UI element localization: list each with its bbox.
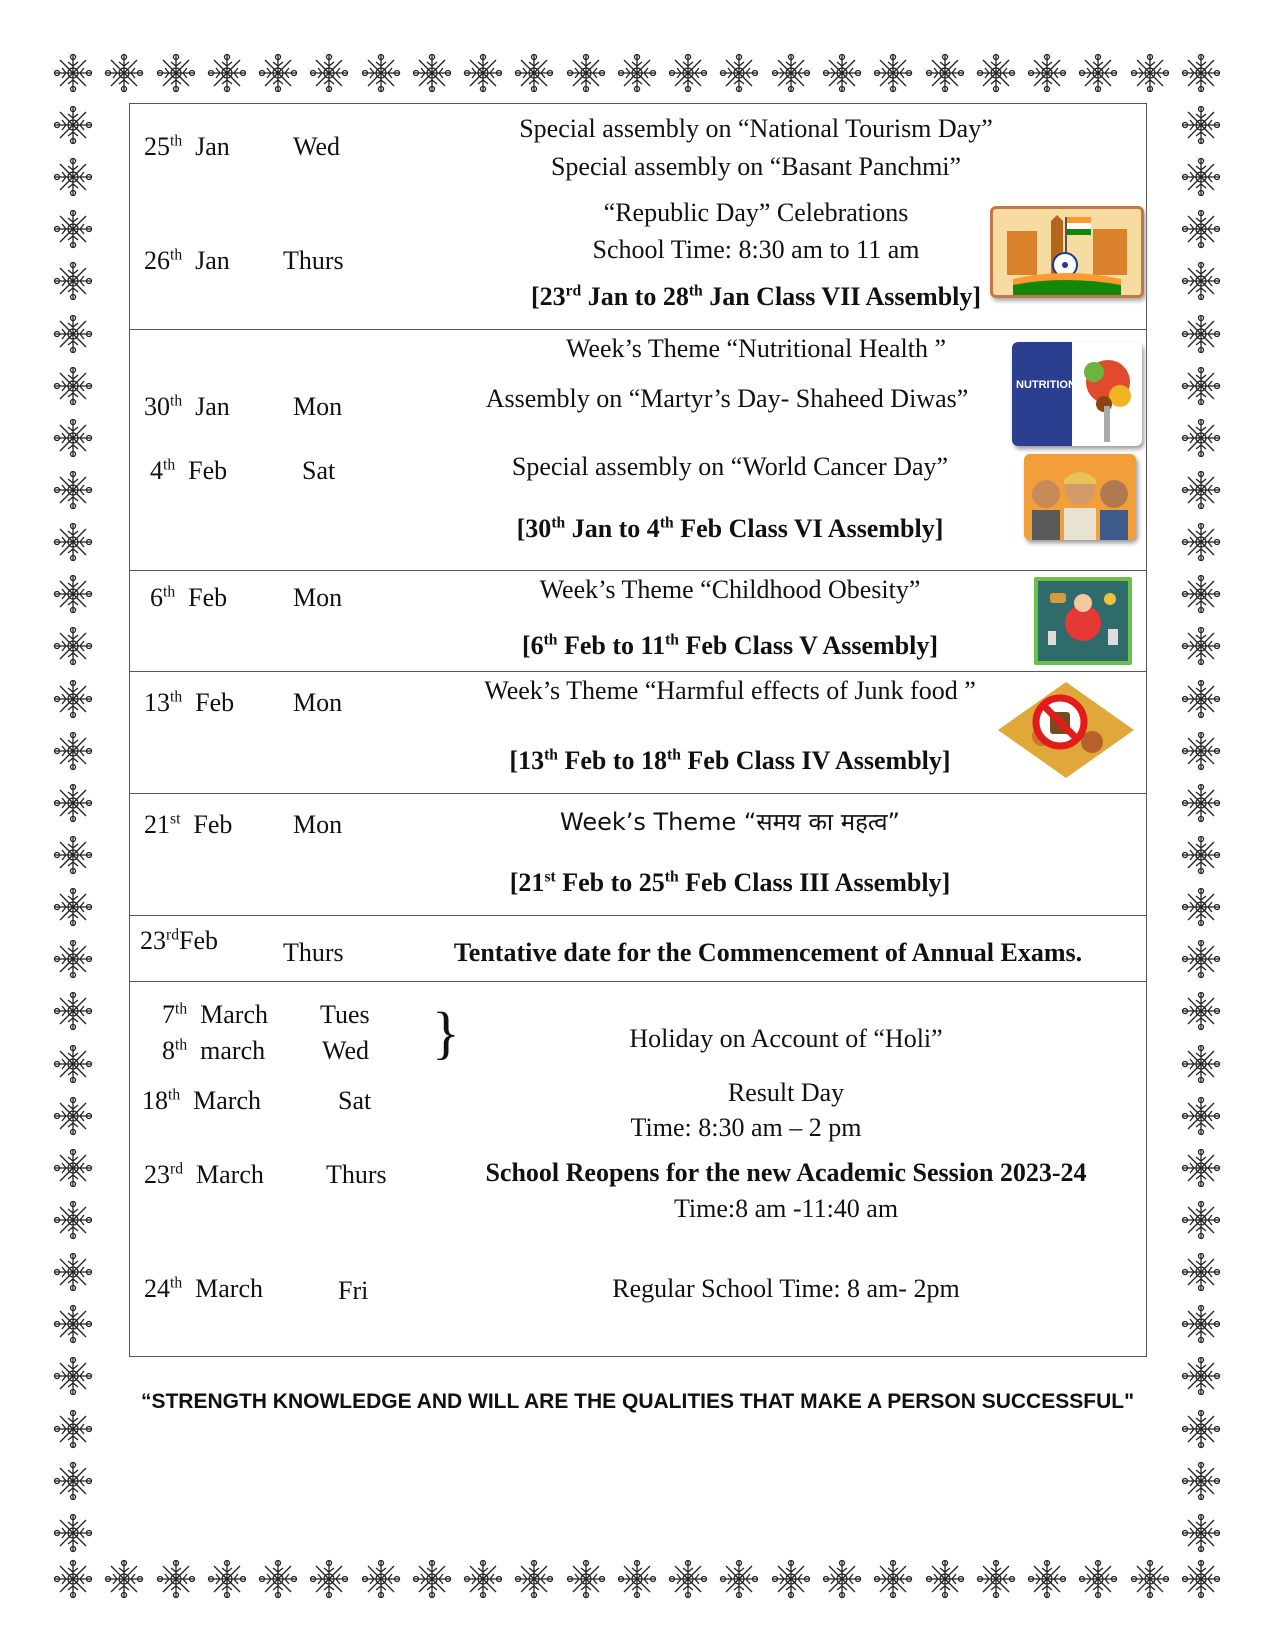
snowflake-ornament-icon <box>52 1558 94 1600</box>
snowflake-ornament-icon <box>565 1558 607 1600</box>
snowflake-ornament-icon <box>52 417 94 459</box>
snowflake-ornament-icon <box>52 625 94 667</box>
snowflake-ornament-icon <box>52 678 94 720</box>
date-march-8: 8th march <box>162 1036 266 1065</box>
snowflake-ornament-icon <box>1129 1558 1171 1600</box>
event-regular-school-time: Regular School Time: 8 am- 2pm <box>612 1274 960 1303</box>
event-school-time: School Time: 8:30 am to 11 am <box>592 235 920 264</box>
snowflake-ornament-icon <box>52 521 94 563</box>
date-feb-13: 13th Feb <box>144 688 235 717</box>
snowflake-ornament-icon <box>52 834 94 876</box>
calendar-table <box>129 103 1147 1357</box>
snowflake-ornament-icon <box>360 1558 402 1600</box>
snowflake-ornament-icon <box>52 469 94 511</box>
snowflake-ornament-icon <box>1180 104 1222 146</box>
snowflake-ornament-icon <box>411 52 453 94</box>
nutrition-image <box>1012 342 1142 446</box>
table-row-feb-21 <box>130 794 1146 916</box>
snowflake-ornament-icon <box>1077 1558 1119 1600</box>
snowflake-ornament-icon <box>821 1558 863 1600</box>
snowflake-ornament-icon <box>52 886 94 928</box>
day-mon: Mon <box>293 392 343 421</box>
snowflake-ornament-icon <box>975 52 1017 94</box>
event-school-reopens: School Reopens for the new Academic Session 2023-24 <box>485 1158 1087 1187</box>
snowflake-ornament-icon <box>924 1558 966 1600</box>
snowflake-ornament-icon <box>52 208 94 250</box>
snowflake-ornament-icon <box>52 313 94 355</box>
date-feb-4: 4th Feb <box>150 456 228 485</box>
snowflake-ornament-icon <box>1180 730 1222 772</box>
snowflake-ornament-icon <box>52 104 94 146</box>
table-row-jan-30-feb-4 <box>130 330 1146 571</box>
martyrs-image <box>1024 454 1136 540</box>
event-world-cancer-day: Special assembly on “World Cancer Day” <box>511 452 949 481</box>
republic-day-illustration <box>993 209 1141 295</box>
event-tourism-day: Special assembly on “National Tourism Day” <box>519 114 993 143</box>
snowflake-ornament-icon <box>1077 52 1119 94</box>
event-junk-food: Week’s Theme “Harmful effects of Junk food ” <box>484 676 976 705</box>
snowflake-ornament-icon <box>1180 313 1222 355</box>
date-feb-6: 6th Feb <box>150 583 228 612</box>
table-row-feb-13 <box>130 672 1146 794</box>
event-basant-panchmi: Special assembly on “Basant Panchmi” <box>550 152 962 181</box>
snowflake-ornament-icon <box>1180 1558 1222 1600</box>
republic-day-image <box>990 206 1144 298</box>
snowflake-ornament-icon <box>52 156 94 198</box>
table-row-feb-6 <box>130 571 1146 672</box>
snowflake-ornament-icon <box>52 52 94 94</box>
snowflake-ornament-icon <box>52 1043 94 1085</box>
day-tues: Tues <box>320 1000 370 1029</box>
snowflake-ornament-icon <box>462 1558 504 1600</box>
table-row-feb-23 <box>130 916 1146 982</box>
snowflake-ornament-icon <box>411 1558 453 1600</box>
snowflake-ornament-icon <box>1180 1251 1222 1293</box>
date-march-24: 24th March <box>144 1274 263 1303</box>
snowflake-ornament-icon <box>206 52 248 94</box>
snowflake-ornament-icon <box>52 573 94 615</box>
day-sat: Sat <box>302 456 336 485</box>
snowflake-ornament-icon <box>52 1303 94 1345</box>
snowflake-ornament-icon <box>513 52 555 94</box>
snowflake-ornament-icon <box>1180 1043 1222 1085</box>
snowflake-ornament-icon <box>1180 469 1222 511</box>
snowflake-ornament-icon <box>1180 417 1222 459</box>
snowflake-ornament-icon <box>565 52 607 94</box>
bottom-border <box>52 1558 1222 1600</box>
snowflake-ornament-icon <box>1180 365 1222 407</box>
snowflake-ornament-icon <box>52 938 94 980</box>
snowflake-ornament-icon <box>206 1558 248 1600</box>
event-childhood-obesity: Week’s Theme “Childhood Obesity” <box>539 575 921 604</box>
snowflake-ornament-icon <box>1180 1460 1222 1502</box>
snowflake-ornament-icon <box>1180 625 1222 667</box>
date-march-18: 18th March <box>142 1086 261 1115</box>
snowflake-ornament-icon <box>1180 1512 1222 1554</box>
day-fri: Fri <box>338 1276 369 1305</box>
day-mon: Mon <box>293 583 343 612</box>
assembly-class-v: [6th Feb to 11th Feb Class V Assembly] <box>521 631 939 660</box>
snowflake-ornament-icon <box>1180 260 1222 302</box>
snowflake-ornament-icon <box>52 1095 94 1137</box>
day-thurs: Thurs <box>283 938 344 967</box>
snowflake-ornament-icon <box>155 1558 197 1600</box>
date-jan-26: 26th Jan <box>144 246 230 275</box>
snowflake-ornament-icon <box>872 52 914 94</box>
snowflake-ornament-icon <box>1180 1303 1222 1345</box>
snowflake-ornament-icon <box>462 52 504 94</box>
snowflake-ornament-icon <box>1026 52 1068 94</box>
snowflake-ornament-icon <box>1180 573 1222 615</box>
snowflake-ornament-icon <box>616 52 658 94</box>
day-mon: Mon <box>293 688 343 717</box>
event-annual-exams: Tentative date for the Commencement of Annual Exams. <box>453 938 1083 967</box>
day-mon: Mon <box>293 810 343 839</box>
snowflake-ornament-icon <box>308 1558 350 1600</box>
snowflake-ornament-icon <box>1180 52 1222 94</box>
snowflake-ornament-icon <box>257 52 299 94</box>
snowflake-ornament-icon <box>103 1558 145 1600</box>
event-result-time: Time: 8:30 am – 2 pm <box>630 1113 862 1142</box>
table-row-march <box>130 982 1146 1356</box>
snowflake-ornament-icon <box>667 1558 709 1600</box>
snowflake-ornament-icon <box>1129 52 1171 94</box>
snowflake-ornament-icon <box>52 1460 94 1502</box>
snowflake-ornament-icon <box>155 52 197 94</box>
junk-food-image <box>996 680 1136 780</box>
snowflake-ornament-icon <box>1180 1147 1222 1189</box>
snowflake-ornament-icon <box>52 990 94 1032</box>
snowflake-ornament-icon <box>103 52 145 94</box>
snowflake-ornament-icon <box>1180 208 1222 250</box>
day-wed: Wed <box>322 1036 369 1065</box>
snowflake-ornament-icon <box>718 52 760 94</box>
snowflake-ornament-icon <box>1180 938 1222 980</box>
snowflake-ornament-icon <box>1180 1095 1222 1137</box>
day-sat: Sat <box>338 1086 372 1115</box>
snowflake-ornament-icon <box>1180 990 1222 1032</box>
event-republic-day: “Republic Day” Celebrations <box>603 198 909 227</box>
day-thurs: Thurs <box>283 246 344 275</box>
top-border <box>52 52 1222 94</box>
snowflake-ornament-icon <box>52 1251 94 1293</box>
snowflake-ornament-icon <box>1180 886 1222 928</box>
motivational-quote: “STRENGTH KNOWLEDGE AND WILL ARE THE QUALITIES THAT MAKE A PERSON SUCCESSFUL" <box>140 1390 1135 1413</box>
snowflake-ornament-icon <box>1180 678 1222 720</box>
table-row-jan-25-26 <box>130 104 1146 330</box>
snowflake-ornament-icon <box>52 1512 94 1554</box>
assembly-class-vii: [23rd Jan to 28th Jan Class VII Assembly] <box>530 282 982 311</box>
snowflake-ornament-icon <box>770 52 812 94</box>
date-feb-23: 23rdFeb <box>140 926 218 955</box>
snowflake-ornament-icon <box>52 365 94 407</box>
snowflake-ornament-icon <box>718 1558 760 1600</box>
snowflake-ornament-icon <box>257 1558 299 1600</box>
snowflake-ornament-icon <box>770 1558 812 1600</box>
left-border <box>52 104 94 1554</box>
snowflake-ornament-icon <box>52 782 94 824</box>
snowflake-ornament-icon <box>308 52 350 94</box>
right-border <box>1180 104 1222 1554</box>
snowflake-ornament-icon <box>1180 156 1222 198</box>
date-feb-21: 21st Feb <box>144 810 233 839</box>
snowflake-ornament-icon <box>821 52 863 94</box>
snowflake-ornament-icon <box>924 52 966 94</box>
snowflake-ornament-icon <box>52 1199 94 1241</box>
snowflake-ornament-icon <box>1180 521 1222 563</box>
svg-text:NUTRITION: NUTRITION <box>1016 379 1076 391</box>
event-holi-holiday: Holiday on Account of “Holi” <box>629 1024 943 1053</box>
event-reopen-time: Time:8 am -11:40 am <box>673 1194 899 1223</box>
event-nutritional-health: Week’s Theme “Nutritional Health ” <box>565 334 947 363</box>
day-wed: Wed <box>293 132 340 161</box>
snowflake-ornament-icon <box>872 1558 914 1600</box>
snowflake-ornament-icon <box>1180 834 1222 876</box>
event-samay-ka-mahatva: Week’s Theme “समय का महत्व” <box>560 808 900 836</box>
assembly-class-vi: [30th Jan to 4th Feb Class VI Assembly] <box>516 514 944 543</box>
snowflake-ornament-icon <box>1180 782 1222 824</box>
date-jan-30: 30th Jan <box>144 392 230 421</box>
day-thurs: Thurs <box>326 1160 387 1189</box>
snowflake-ornament-icon <box>975 1558 1017 1600</box>
date-jan-25: 25th Jan <box>144 132 230 161</box>
obesity-image <box>1034 577 1132 665</box>
date-march-23: 23rd March <box>144 1160 264 1189</box>
snowflake-ornament-icon <box>1180 1199 1222 1241</box>
snowflake-ornament-icon <box>513 1558 555 1600</box>
brace-holi: } <box>432 1000 460 1065</box>
date-march-7: 7th March <box>162 1000 268 1029</box>
snowflake-ornament-icon <box>52 730 94 772</box>
assembly-class-iii: [21st Feb to 25th Feb Class III Assembly] <box>509 868 951 897</box>
snowflake-ornament-icon <box>667 52 709 94</box>
assembly-class-iv: [13th Feb to 18th Feb Class IV Assembly] <box>509 746 951 775</box>
event-result-day: Result Day <box>727 1078 845 1107</box>
snowflake-ornament-icon <box>52 260 94 302</box>
snowflake-ornament-icon <box>360 52 402 94</box>
snowflake-ornament-icon <box>52 1147 94 1189</box>
event-martyrs-day: Assembly on “Martyr’s Day- Shaheed Diwas” <box>485 384 969 413</box>
snowflake-ornament-icon <box>616 1558 658 1600</box>
snowflake-ornament-icon <box>1026 1558 1068 1600</box>
